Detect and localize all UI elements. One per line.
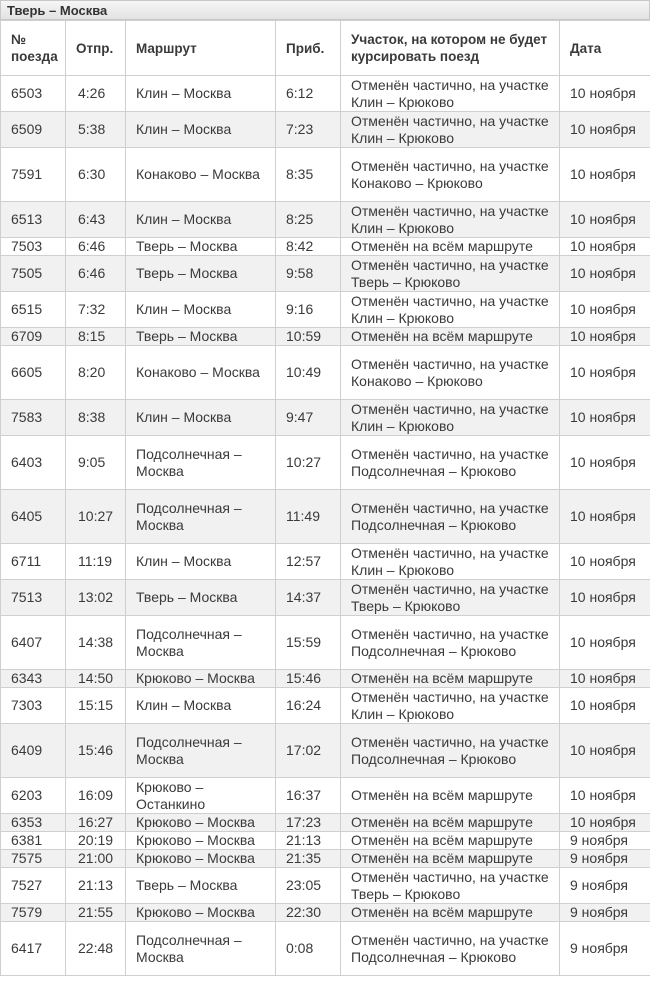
table-row	[1, 580, 650, 616]
arrival-cell: 0:08	[276, 922, 341, 976]
train-number-cell: 7575	[1, 850, 66, 868]
table-row	[1, 112, 650, 148]
section-cell: Отменён на всём маршруте	[341, 328, 560, 346]
departure-cell: 16:09	[66, 778, 126, 814]
table-row	[1, 202, 650, 238]
departure-cell: 6:46	[66, 256, 126, 292]
date-cell: 10 ноября	[560, 76, 650, 112]
train-number-cell: 7505	[1, 256, 66, 292]
section-cell: Отменён на всём маршруте	[341, 238, 560, 256]
table-row	[1, 148, 650, 202]
arrival-cell: 8:42	[276, 238, 341, 256]
header-row	[1, 21, 650, 76]
route-cell: Подсолнечная – Москва	[126, 724, 276, 778]
section-cell: Отменён частично, на участке Конаково – Крюково	[341, 346, 560, 400]
departure-cell: 15:46	[66, 724, 126, 778]
date-cell: 10 ноября	[560, 436, 650, 490]
arrival-cell: 12:57	[276, 544, 341, 580]
route-cell: Подсолнечная – Москва	[126, 436, 276, 490]
route-cell: Крюково – Москва	[126, 670, 276, 688]
date-cell: 9 ноября	[560, 904, 650, 922]
section-cell: Отменён на всём маршруте	[341, 778, 560, 814]
section-cell: Отменён частично, на участке Подсолнечная – Крюково	[341, 616, 560, 670]
train-number-cell: 6353	[1, 814, 66, 832]
date-cell: 10 ноября	[560, 814, 650, 832]
arrival-cell: 8:25	[276, 202, 341, 238]
section-cell: Отменён на всём маршруте	[341, 904, 560, 922]
departure-cell: 8:20	[66, 346, 126, 400]
route-cell: Клин – Москва	[126, 544, 276, 580]
section-cell: Отменён частично, на участке Клин – Крюково	[341, 76, 560, 112]
arrival-cell: 22:30	[276, 904, 341, 922]
route-cell: Тверь – Москва	[126, 238, 276, 256]
departure-cell: 4:26	[66, 76, 126, 112]
table-row	[1, 346, 650, 400]
section-cell: Отменён на всём маршруте	[341, 832, 560, 850]
table-row	[1, 544, 650, 580]
route-cell: Клин – Москва	[126, 112, 276, 148]
train-number-cell: 7583	[1, 400, 66, 436]
route-cell: Крюково – Москва	[126, 904, 276, 922]
header-departure: Отпр.	[66, 21, 126, 76]
train-number-cell: 7303	[1, 688, 66, 724]
train-number-cell: 6711	[1, 544, 66, 580]
departure-cell: 8:15	[66, 328, 126, 346]
departure-cell: 14:50	[66, 670, 126, 688]
departure-cell: 6:30	[66, 148, 126, 202]
table-row	[1, 832, 650, 850]
date-cell: 10 ноября	[560, 148, 650, 202]
section-cell: Отменён частично, на участке Подсолнечная – Крюково	[341, 922, 560, 976]
route-cell: Тверь – Москва	[126, 256, 276, 292]
table-row	[1, 850, 650, 868]
arrival-cell: 23:05	[276, 868, 341, 904]
section-cell: Отменён частично, на участке Клин – Крюково	[341, 202, 560, 238]
train-number-cell: 6407	[1, 616, 66, 670]
train-number-cell: 6409	[1, 724, 66, 778]
train-number-cell: 6503	[1, 76, 66, 112]
section-cell: Отменён на всём маршруте	[341, 850, 560, 868]
header-route: Маршрут	[126, 21, 276, 76]
departure-cell: 7:32	[66, 292, 126, 328]
arrival-cell: 6:12	[276, 76, 341, 112]
table-row	[1, 688, 650, 724]
arrival-cell: 11:49	[276, 490, 341, 544]
table-row	[1, 724, 650, 778]
section-cell: Отменён частично, на участке Клин – Крюково	[341, 688, 560, 724]
arrival-cell: 9:58	[276, 256, 341, 292]
date-cell: 10 ноября	[560, 616, 650, 670]
arrival-cell: 16:24	[276, 688, 341, 724]
table-row	[1, 922, 650, 976]
date-cell: 10 ноября	[560, 688, 650, 724]
date-cell: 10 ноября	[560, 256, 650, 292]
train-number-cell: 7513	[1, 580, 66, 616]
arrival-cell: 7:23	[276, 112, 341, 148]
arrival-cell: 21:13	[276, 832, 341, 850]
departure-cell: 16:27	[66, 814, 126, 832]
train-number-cell: 6605	[1, 346, 66, 400]
arrival-cell: 14:37	[276, 580, 341, 616]
train-number-cell: 6403	[1, 436, 66, 490]
route-cell: Клин – Москва	[126, 400, 276, 436]
departure-cell: 9:05	[66, 436, 126, 490]
departure-cell: 11:19	[66, 544, 126, 580]
train-number-cell: 6203	[1, 778, 66, 814]
route-cell: Клин – Москва	[126, 688, 276, 724]
table-title: Тверь – Москва	[0, 0, 650, 20]
date-cell: 10 ноября	[560, 202, 650, 238]
departure-cell: 5:38	[66, 112, 126, 148]
route-cell: Подсолнечная – Москва	[126, 490, 276, 544]
date-cell: 10 ноября	[560, 490, 650, 544]
route-cell: Крюково – Москва	[126, 850, 276, 868]
departure-cell: 21:13	[66, 868, 126, 904]
section-cell: Отменён на всём маршруте	[341, 814, 560, 832]
arrival-cell: 9:16	[276, 292, 341, 328]
date-cell: 10 ноября	[560, 346, 650, 400]
date-cell: 9 ноября	[560, 868, 650, 904]
section-cell: Отменён частично, на участке Подсолнечная – Крюково	[341, 490, 560, 544]
header-section: Участок, на котором не будет курсировать поезд	[341, 21, 560, 76]
section-cell: Отменён частично, на участке Клин – Крюково	[341, 400, 560, 436]
date-cell: 10 ноября	[560, 778, 650, 814]
route-cell: Клин – Москва	[126, 76, 276, 112]
section-cell: Отменён частично, на участке Клин – Крюково	[341, 112, 560, 148]
table-row	[1, 76, 650, 112]
date-cell: 10 ноября	[560, 670, 650, 688]
date-cell: 10 ноября	[560, 328, 650, 346]
section-cell: Отменён на всём маршруте	[341, 670, 560, 688]
date-cell: 10 ноября	[560, 544, 650, 580]
route-cell: Крюково – Москва	[126, 814, 276, 832]
section-cell: Отменён частично, на участке Тверь – Крюково	[341, 580, 560, 616]
table-row	[1, 670, 650, 688]
departure-cell: 6:46	[66, 238, 126, 256]
arrival-cell: 17:23	[276, 814, 341, 832]
train-number-cell: 6513	[1, 202, 66, 238]
date-cell: 10 ноября	[560, 400, 650, 436]
table-row	[1, 256, 650, 292]
route-cell: Крюково – Останкино	[126, 778, 276, 814]
header-train-number: № поезда	[1, 21, 66, 76]
table-row	[1, 328, 650, 346]
departure-cell: 15:15	[66, 688, 126, 724]
arrival-cell: 8:35	[276, 148, 341, 202]
route-cell: Конаково – Москва	[126, 148, 276, 202]
section-cell: Отменён частично, на участке Тверь – Крюково	[341, 256, 560, 292]
train-number-cell: 7579	[1, 904, 66, 922]
departure-cell: 21:00	[66, 850, 126, 868]
schedule-body	[1, 76, 650, 976]
section-cell: Отменён частично, на участке Тверь – Крюково	[341, 868, 560, 904]
date-cell: 9 ноября	[560, 850, 650, 868]
train-number-cell: 6417	[1, 922, 66, 976]
table-row	[1, 292, 650, 328]
arrival-cell: 17:02	[276, 724, 341, 778]
departure-cell: 10:27	[66, 490, 126, 544]
train-number-cell: 7591	[1, 148, 66, 202]
train-number-cell: 6343	[1, 670, 66, 688]
table-row	[1, 814, 650, 832]
section-cell: Отменён частично, на участке Подсолнечная – Крюково	[341, 724, 560, 778]
section-cell: Отменён частично, на участке Клин – Крюково	[341, 292, 560, 328]
departure-cell: 22:48	[66, 922, 126, 976]
departure-cell: 8:38	[66, 400, 126, 436]
departure-cell: 20:19	[66, 832, 126, 850]
arrival-cell: 10:27	[276, 436, 341, 490]
departure-cell: 13:02	[66, 580, 126, 616]
route-cell: Клин – Москва	[126, 202, 276, 238]
table-row	[1, 868, 650, 904]
arrival-cell: 21:35	[276, 850, 341, 868]
departure-cell: 21:55	[66, 904, 126, 922]
section-cell: Отменён частично, на участке Конаково – Крюково	[341, 148, 560, 202]
date-cell: 10 ноября	[560, 580, 650, 616]
section-cell: Отменён частично, на участке Подсолнечная – Крюково	[341, 436, 560, 490]
table-row	[1, 436, 650, 490]
table-row	[1, 778, 650, 814]
train-number-cell: 6509	[1, 112, 66, 148]
train-number-cell: 6381	[1, 832, 66, 850]
train-number-cell: 7503	[1, 238, 66, 256]
table-row	[1, 400, 650, 436]
route-cell: Конаково – Москва	[126, 346, 276, 400]
route-cell: Клин – Москва	[126, 292, 276, 328]
departure-cell: 14:38	[66, 616, 126, 670]
date-cell: 9 ноября	[560, 922, 650, 976]
header-date: Дата	[560, 21, 650, 76]
date-cell: 10 ноября	[560, 238, 650, 256]
route-cell: Подсолнечная – Москва	[126, 616, 276, 670]
arrival-cell: 16:37	[276, 778, 341, 814]
arrival-cell: 15:59	[276, 616, 341, 670]
date-cell: 9 ноября	[560, 832, 650, 850]
arrival-cell: 10:49	[276, 346, 341, 400]
arrival-cell: 10:59	[276, 328, 341, 346]
route-cell: Тверь – Москва	[126, 328, 276, 346]
train-number-cell: 6515	[1, 292, 66, 328]
route-cell: Тверь – Москва	[126, 868, 276, 904]
header-arrival: Приб.	[276, 21, 341, 76]
route-cell: Подсолнечная – Москва	[126, 922, 276, 976]
train-number-cell: 6405	[1, 490, 66, 544]
date-cell: 10 ноября	[560, 112, 650, 148]
train-number-cell: 7527	[1, 868, 66, 904]
table-row	[1, 490, 650, 544]
schedule-table	[0, 20, 650, 976]
route-cell: Крюково – Москва	[126, 832, 276, 850]
departure-cell: 6:43	[66, 202, 126, 238]
table-row	[1, 238, 650, 256]
section-cell: Отменён частично, на участке Клин – Крюково	[341, 544, 560, 580]
arrival-cell: 15:46	[276, 670, 341, 688]
route-cell: Тверь – Москва	[126, 580, 276, 616]
table-row	[1, 904, 650, 922]
arrival-cell: 9:47	[276, 400, 341, 436]
table-row	[1, 616, 650, 670]
date-cell: 10 ноября	[560, 292, 650, 328]
date-cell: 10 ноября	[560, 724, 650, 778]
train-number-cell: 6709	[1, 328, 66, 346]
